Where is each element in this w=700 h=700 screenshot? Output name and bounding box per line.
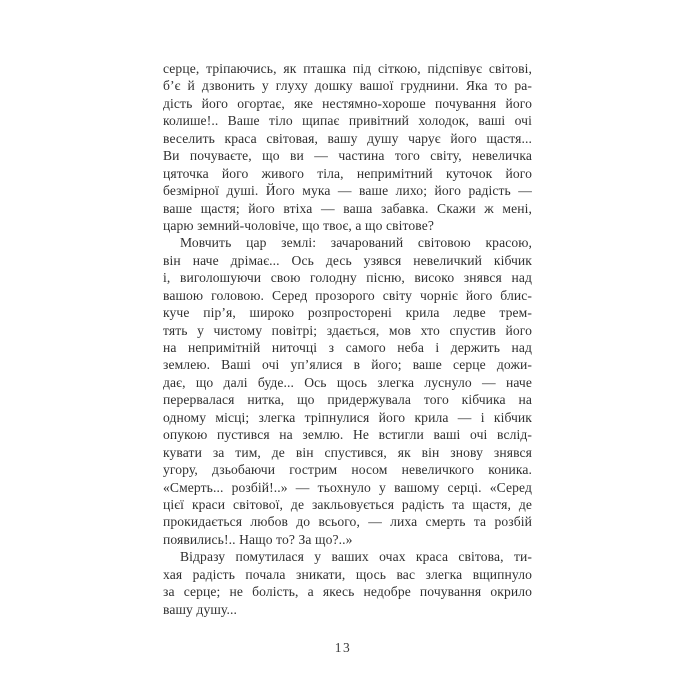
text-line: Відразу помутилася у ваших очах краса світова, ти- bbox=[180, 549, 532, 565]
text-line: кувати за тим, де він спустився, як він знову знявся bbox=[163, 444, 532, 460]
text-line: Ви почуваєте, що ви — частина того світу, невеличка bbox=[163, 148, 532, 164]
text-line: появились!.. Нащо то? За що?..» bbox=[163, 531, 353, 547]
text-line: дість його огортає, яке нестямно-хороше почування його bbox=[163, 95, 532, 111]
text-line: вашу душу... bbox=[163, 601, 237, 617]
text-line: безмірної душі. Його мука — ваше лихо; його радість — bbox=[163, 183, 532, 199]
text-line: землею. Ваші очі уп’ялися в його; ваше серце дожи- bbox=[163, 357, 532, 373]
text-line: вашою головою. Серед прозорого світу чорніє його блис- bbox=[163, 287, 532, 303]
text-line: веселить краса світовая, вашу душу чарує його щастя... bbox=[163, 130, 532, 146]
text-line: серце, тріпаючись, як пташка під сіткою, підспівує світові, bbox=[163, 61, 532, 76]
text-line: царю земний-чоловіче, що твоє, а що світове? bbox=[163, 217, 434, 233]
text-line: він наче дрімає... Ось десь узявся невеличкий кібчик bbox=[163, 252, 532, 268]
page-number: 13 bbox=[334, 640, 352, 655]
text-line: опукою пустився на землю. Не встигли ваші очі вслід- bbox=[163, 427, 532, 443]
text-line: одному місці; злегка тріпнулися його крила — і кібчик bbox=[163, 409, 532, 425]
text-line: цяточка його живого тіла, непримітний куточок його bbox=[163, 165, 532, 181]
text-line: хая радість почала зникати, щось вас злегка вщипнуло bbox=[163, 566, 532, 582]
text-line: Мовчить цар землі: зачарований світовою красою, bbox=[180, 235, 532, 251]
text-line: «Смерть... розбій!..» — тьохнуло у вашому серці. «Серед bbox=[163, 479, 532, 495]
text-line: цієї краси світової, де закльовується радість та щастя, де bbox=[163, 496, 532, 512]
text-line: тять у чистому повітрі; здається, мов хто спустив його bbox=[163, 322, 532, 338]
text-line: за серце; не болість, а якесь недобре почування окрило bbox=[163, 584, 532, 600]
text-line: б’є й дзвонить у глуху дошку вашої груднини. Яка то ра- bbox=[163, 78, 532, 94]
text-line: колише!.. Ваше тіло щипає привітний холодок, ваші очі bbox=[163, 113, 532, 129]
text-line: куче пір’я, широко розпросторені крила ледве трем- bbox=[163, 305, 532, 321]
text-line: угору, дзьобаючи гострим носом невеличкого коника. bbox=[163, 462, 532, 478]
text-line: і, виголошуючи свою голодну пісню, високо знявся над bbox=[163, 270, 532, 286]
text-line: перервалася нитка, що придержувала того кібчика на bbox=[163, 392, 532, 408]
text-line: дає, що далі буде... Ось щось злегка луснуло — наче bbox=[163, 374, 532, 390]
text-line: ваше щастя; його втіха — ваша забавка. Скажи ж мені, bbox=[163, 200, 532, 216]
text-line: прокидається любов до всього, — лиха смерть та розбій bbox=[163, 514, 532, 530]
text-line: на непримітній ниточці з самого неба і держить над bbox=[163, 340, 532, 355]
text-column bbox=[163, 60, 532, 618]
